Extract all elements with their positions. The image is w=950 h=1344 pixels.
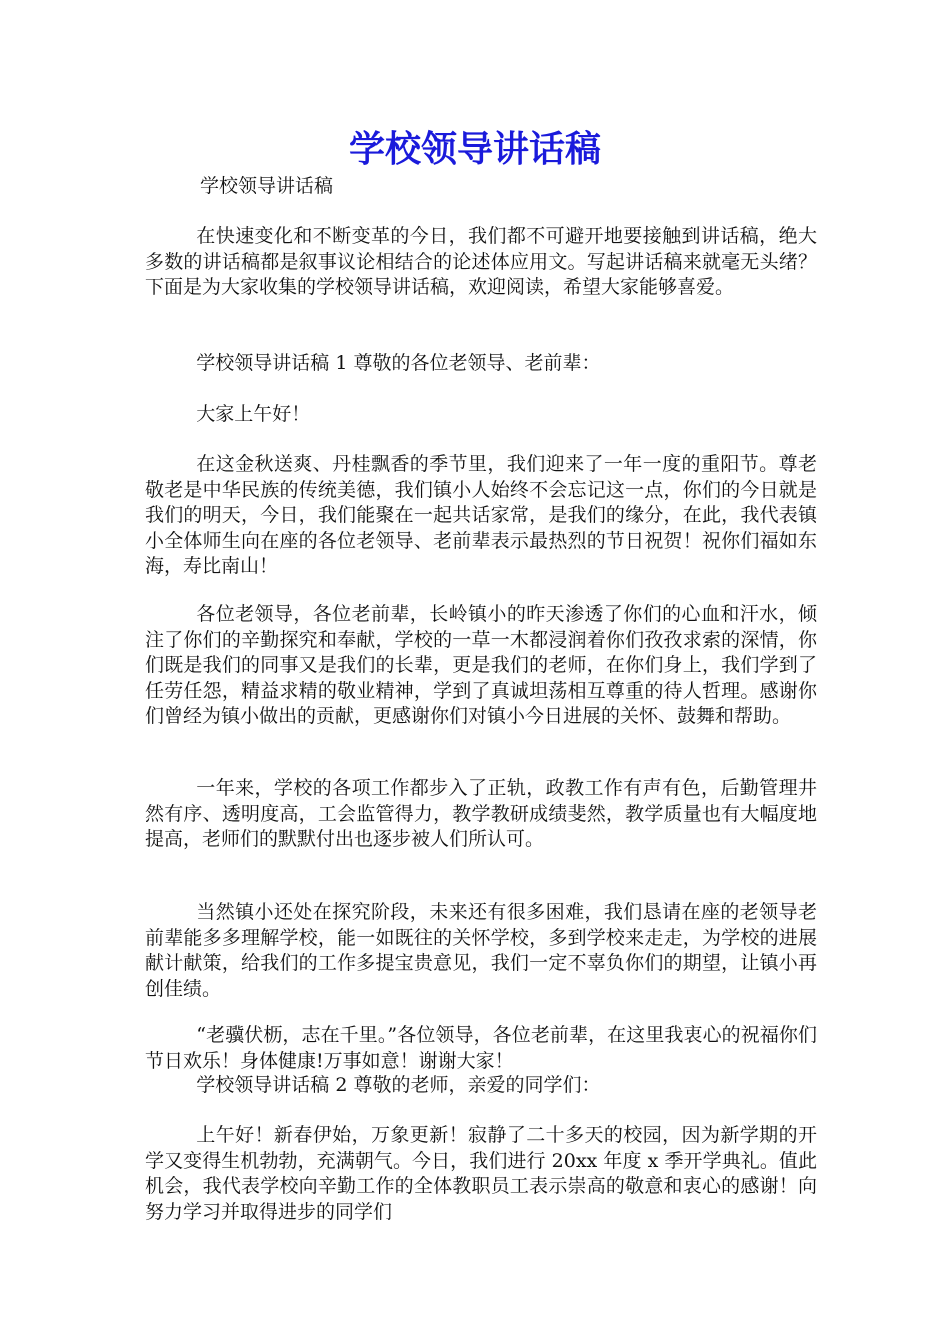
paragraph-intro: 在快速变化和不断变革的今日，我们都不可避开地要接触到讲话稿，绝大多数的讲话稿都是叙事议论相结合的论述体应用文。写起讲话稿来就毫无头绪？下面是为大家收集的学校领导讲话稿，欢迎阅读，希望大家能够喜爱。 xyxy=(145,225,817,298)
paragraph-new-term: 上午好！新春伊始，万象更新！寂静了二十多天的校园，因为新学期的开学又变得生机勃勃，充满朝气。今日，我们进行 20xx 年度 x 季开学典礼。值此机会，我代表学校向辛勤工作的全体教职员工表示崇高的敬意和衷心的感谢！向努力学习并取得进步的同学们 xyxy=(145,1124,817,1223)
paragraph-double-ninth: 在这金秋送爽、丹桂飘香的季节里，我们迎来了一年一度的重阳节。尊老敬老是中华民族的传统美德，我们镇小人始终不会忘记这一点，你们的今日就是我们的明天，今日，我们能聚在一起共话家常，是我们的缘分，在此，我代表镇小全体师生向在座的各位老领导、老前辈表示最热烈的节日祝贺！祝你们福如东海，寿比南山！ xyxy=(145,453,817,577)
paragraph-future: 当然镇小还处在探究阶段，未来还有很多困难，我们恳请在座的老领导老前辈能多多理解学校，能一如既往的关怀学校，多到学校来走走，为学校的进展献计献策，给我们的工作多提宝贵意见，我们一定不辜负你们的期望，让镇小再创佳绩。 xyxy=(145,901,817,1000)
paragraph-speech-1-heading: 学校领导讲话稿 1 尊敬的各位老领导、老前辈： xyxy=(196,352,601,374)
document-subtitle: 学校领导讲话稿 xyxy=(200,175,334,197)
paragraph-greeting-1: 大家上午好！ xyxy=(196,403,311,425)
paragraph-tribute: 各位老领导，各位老前辈，长岭镇小的昨天渗透了你们的心血和汗水，倾注了你们的辛勤探究和奉献，学校的一草一木都浸润着你们孜孜求索的深情，你们既是我们的同事又是我们的长辈，更是我们的老师，在你们身上，我们学到了任劳任怨，精益求精的敬业精神，学到了真诚坦荡相互尊重的待人哲理。感谢你们曾经为镇小做出的贡献，更感谢你们对镇小今日进展的关怀、鼓舞和帮助。 xyxy=(145,603,817,727)
document-title: 学校领导讲话稿 xyxy=(348,128,601,170)
paragraph-closing-1: “老骥伏枥，志在千里。”各位领导，各位老前辈，在这里我衷心的祝福你们节日欢乐！身体健康!万事如意！谢谢大家！ xyxy=(145,1024,817,1072)
paragraph-year-review: 一年来，学校的各项工作都步入了正轨，政教工作有声有色，后勤管理井然有序、透明度高，工会监管得力，教学教研成绩斐然，教学质量也有大幅度地提高，老师们的默默付出也逐步被人们所认可。 xyxy=(145,777,817,850)
paragraph-speech-2-heading: 学校领导讲话稿 2 尊敬的老师，亲爱的同学们： xyxy=(196,1074,601,1096)
